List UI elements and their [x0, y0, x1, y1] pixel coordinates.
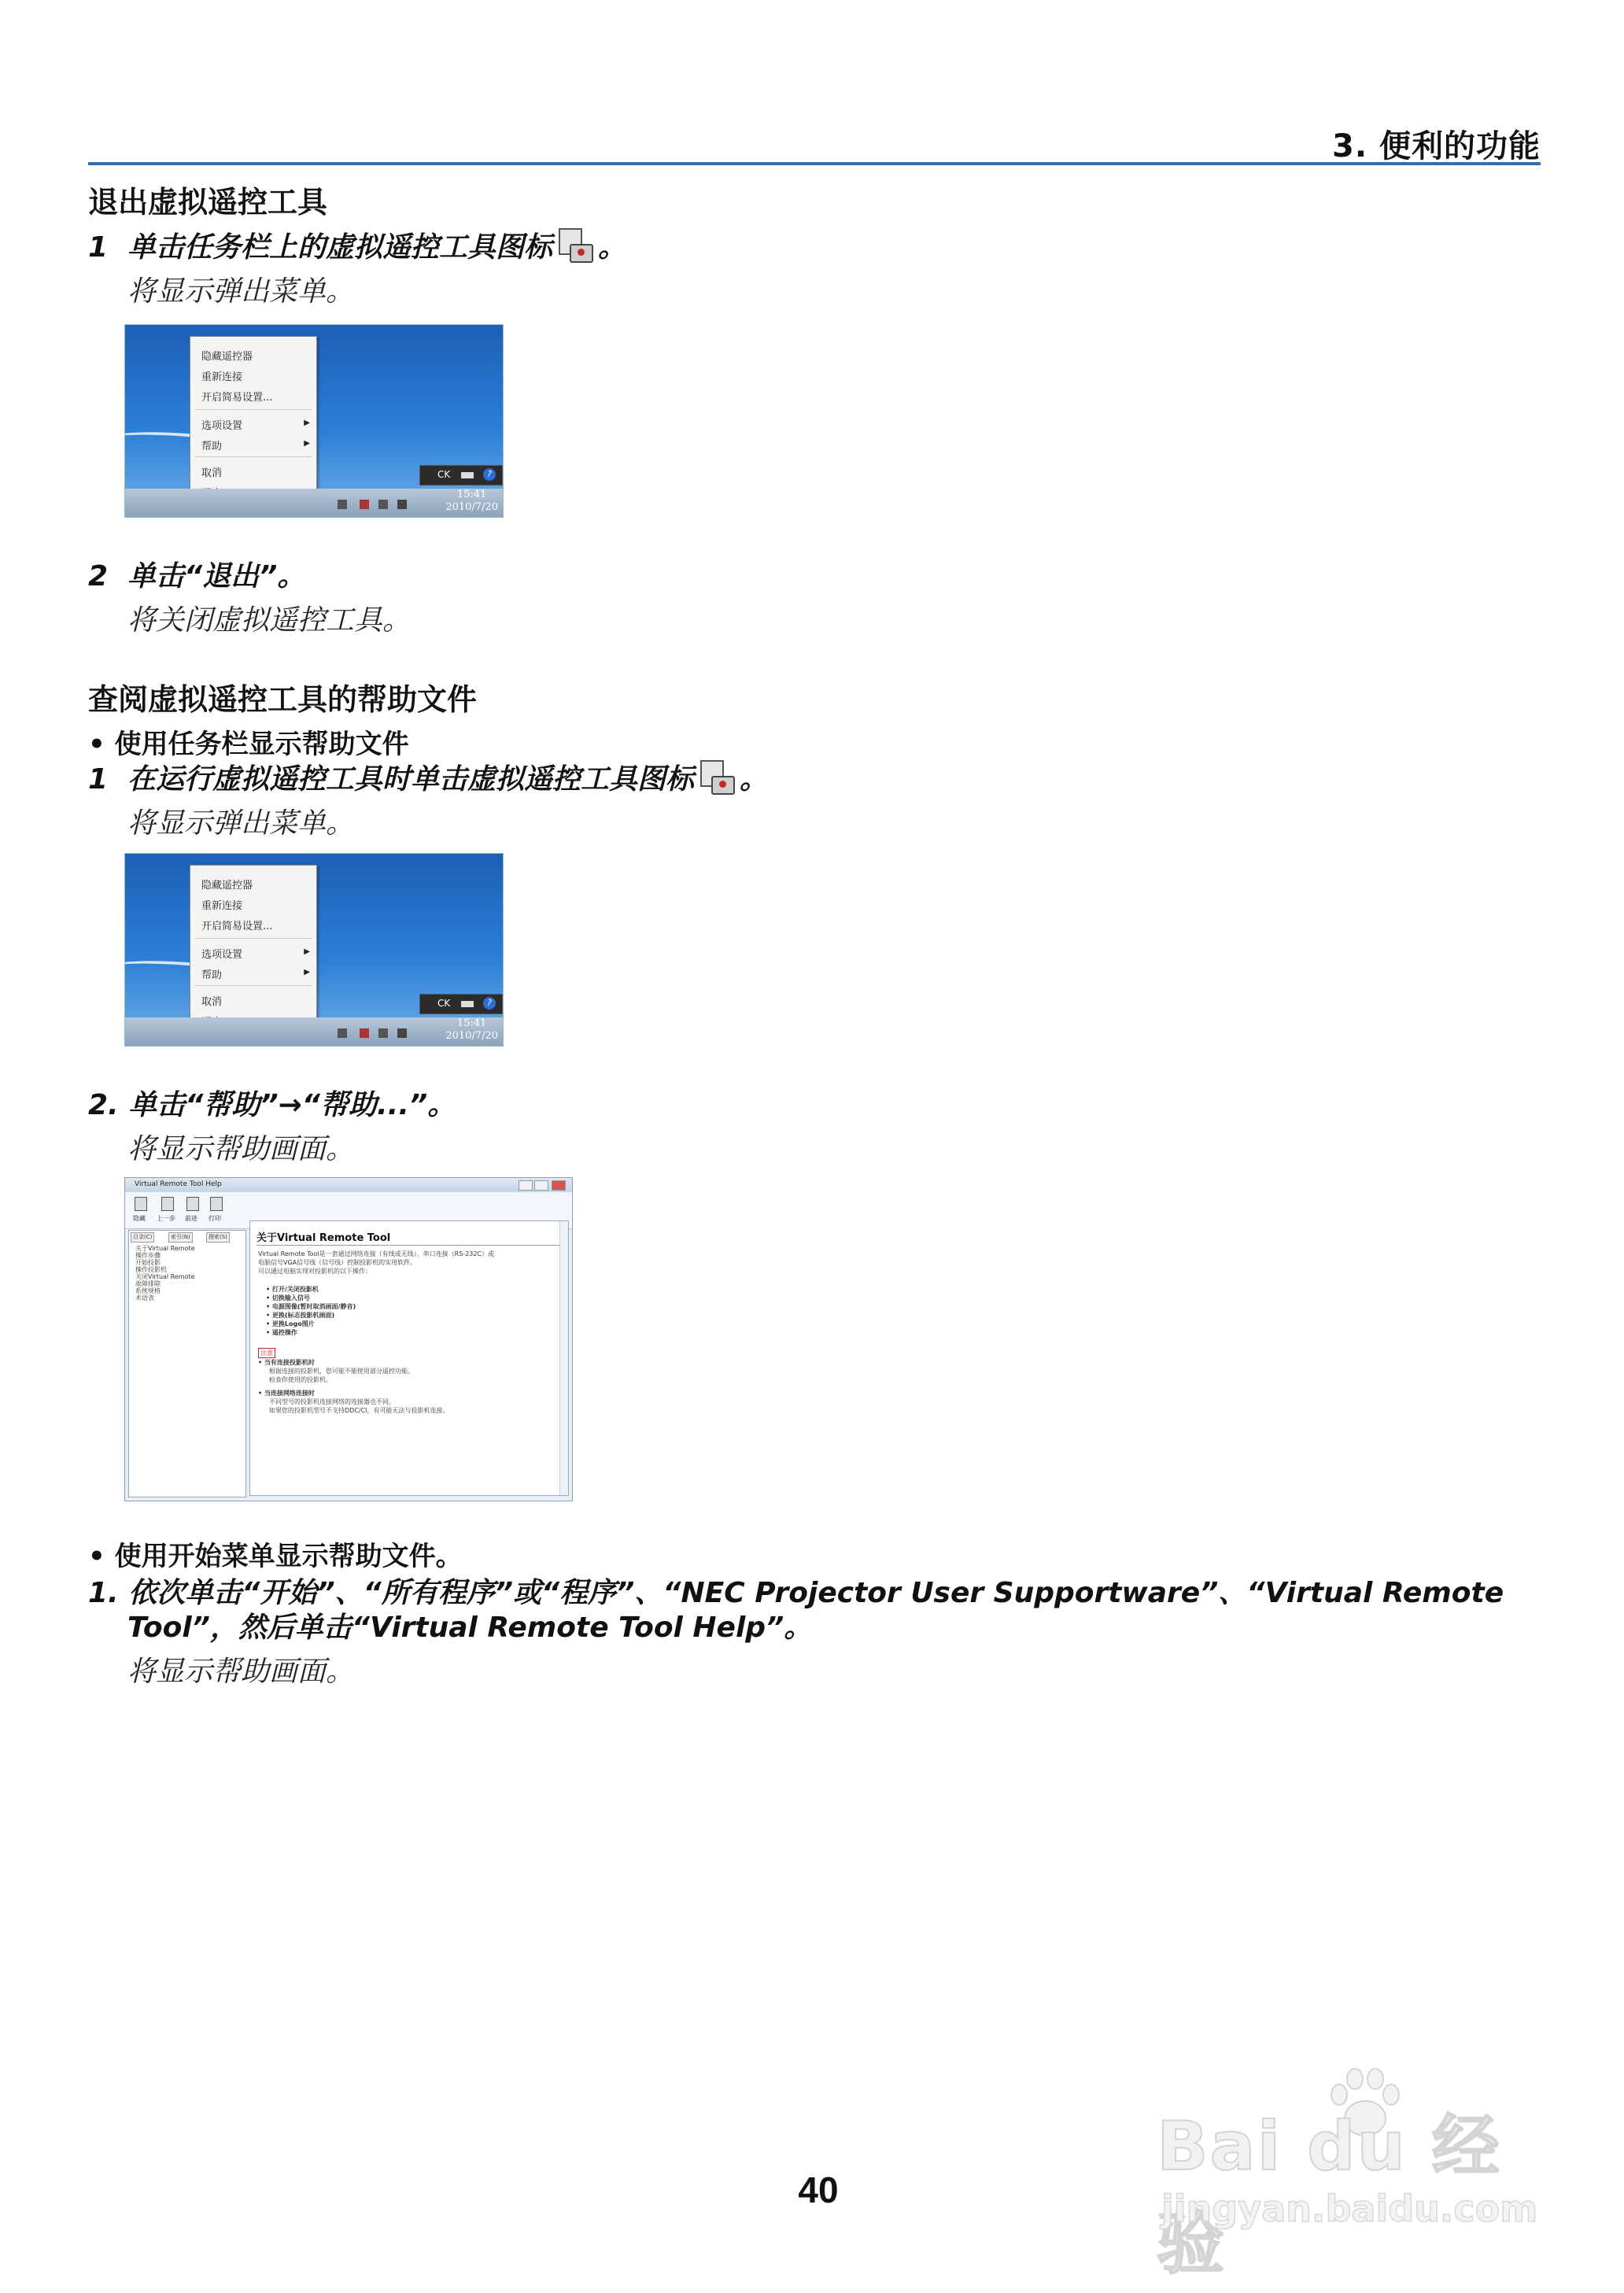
section-title-help: 查阅虚拟遥控工具的帮助文件 — [88, 682, 478, 717]
step-text: 在运行虚拟遥控工具时单击虚拟遥控工具图标 — [127, 763, 695, 796]
menu-item-reconnect: 重新连接 — [201, 900, 243, 912]
menu-item-help: 帮助 — [201, 969, 223, 981]
help-title-bar: Virtual Remote Tool Help — [125, 1178, 572, 1192]
remote-tool-icon — [557, 227, 593, 263]
step-help-2-desc: 将显示帮助画面。 — [127, 1133, 355, 1165]
help-scrollbar — [559, 1221, 568, 1495]
menu-item-help: 帮助 — [201, 441, 223, 452]
help-content-title: 关于Virtual Remote Tool — [257, 1232, 391, 1244]
tray-popup-screenshot-2 — [124, 853, 504, 1047]
menu-item-easy-setup: 开启简易设置... — [201, 392, 273, 404]
section-title-exit: 退出虚拟遥控工具 — [88, 185, 328, 220]
step-text: 单击“退出”。 — [127, 560, 306, 593]
help-tree: 关于Virtual Remote 操作步骤 开始投影 操作投影机 关闭Virtual Remote 故障排除 系统规格 术语表 — [135, 1245, 195, 1302]
remote-tool-icon — [699, 759, 735, 795]
chapter-title: 3. 便利的功能 — [1332, 128, 1541, 164]
step-exit-1 — [88, 225, 626, 265]
help-window-screenshot — [124, 1177, 573, 1501]
tray-popup-screenshot-1 — [124, 324, 504, 518]
tray-clock: 15:41 2010/7/20 — [445, 489, 498, 513]
step-exit-2 — [88, 554, 305, 594]
menu-item-hide: 隐藏遥控器 — [201, 880, 253, 892]
menu-item-easy-setup: 开启简易设置... — [201, 921, 273, 932]
help-toolbar: 隐藏 上一步 前进 打印 — [125, 1192, 572, 1229]
step-number: 1 — [88, 763, 109, 796]
watermark-url: jingyan.baidu.com — [1161, 2188, 1538, 2230]
step-start-menu-1-desc: 将显示帮助画面。 — [127, 1656, 355, 1688]
help-circle-icon: ? — [483, 997, 496, 1010]
menu-item-options: 选项设置 — [201, 949, 243, 961]
taskbar — [125, 489, 503, 517]
step-end: 。 — [598, 231, 627, 264]
taskbar — [125, 1017, 503, 1046]
step-end: 。 — [740, 763, 769, 796]
page-header — [88, 116, 1541, 165]
menu-item-reconnect: 重新连接 — [201, 371, 243, 383]
watermark-brand: Bai du 经验 — [1157, 2107, 1501, 2284]
step-help-1 — [88, 757, 768, 797]
menu-item-cancel: 取消 — [201, 467, 223, 479]
help-content-body: Virtual Remote Tool是一套通过网络连接（有线或无线）、串口连接（RS-232C）或 电脑信号VGA信号线（信号线）控制投影机的实用软件。 可以通过电脑实现对投影机的以下操作： • 打开/关闭投影机 • 切换输入信号 • 电源图像(暂时取消画面/静音) • 更换(标志投影机画面) • 更换Logo图片 • 遥控操作 注意 • 当有连接投影机时 根据连接的投影机，您可能不能使用部分遥控功能。 检查你使用的投影机。 • 当连接网络连接时 不同型号的投影机连接网络的连接器也不同。 如果您的投影机型号不支持DDC/CI，有可能无法与投影机连接。 — [258, 1250, 495, 1414]
menu-item-hide: 隐藏遥控器 — [201, 351, 253, 363]
step-help-2: 2. 单击“帮助”→“帮助...”。 — [88, 1089, 456, 1121]
step-exit-2-desc: 将关闭虚拟遥控工具。 — [127, 604, 412, 637]
baidu-watermark — [1157, 2054, 1550, 2284]
help-nav-pane: 目录(C) 索引(N) 搜索(S) 关于Virtual Remote 操作步骤 开始投影 操作投影机 关闭Virtual Remote 故障排除 系统规格 术语表 — [128, 1230, 246, 1497]
step-start-menu-1-line2: Tool”，然后单击“Virtual Remote Tool Help”。 — [127, 1612, 813, 1644]
tray-clock: 15:41 2010/7/20 — [445, 1017, 498, 1042]
bullet-taskbar-help: • 使用任务栏显示帮助文件 — [88, 729, 409, 760]
step-help-1-desc: 将显示弹出菜单。 — [127, 807, 355, 840]
menu-item-options: 选项设置 — [201, 420, 243, 432]
step-exit-1-desc: 将显示弹出菜单。 — [127, 275, 355, 308]
language-bar: CK ? — [419, 465, 503, 486]
step-text: 单击任务栏上的虚拟遥控工具图标 — [127, 231, 553, 264]
menu-item-cancel: 取消 — [201, 996, 223, 1008]
language-bar: CK ? — [419, 994, 503, 1014]
bullet-start-menu-help: • 使用开始菜单显示帮助文件。 — [88, 1541, 463, 1572]
step-start-menu-1-line1: 1. 依次单击“开始”、“所有程序”或“程序”、“NEC Projector User Supportware”、“Virtual Remote — [88, 1577, 1504, 1609]
help-content-pane — [249, 1220, 569, 1496]
popup-menu: 隐藏遥控器 重新连接 开启简易设置... 选项设置 ▶ 帮助 ▶ 取消 — [190, 865, 317, 1044]
popup-menu: 隐藏遥控器 重新连接 开启简易设置... 选项设置 ▶ 帮助 ▶ 取消 — [190, 336, 317, 515]
step-number: 1 — [88, 231, 109, 264]
help-circle-icon: ? — [483, 468, 496, 481]
note-label: 注意 — [258, 1348, 275, 1358]
page-number: 40 — [798, 2169, 839, 2210]
step-number: 2 — [88, 560, 109, 593]
